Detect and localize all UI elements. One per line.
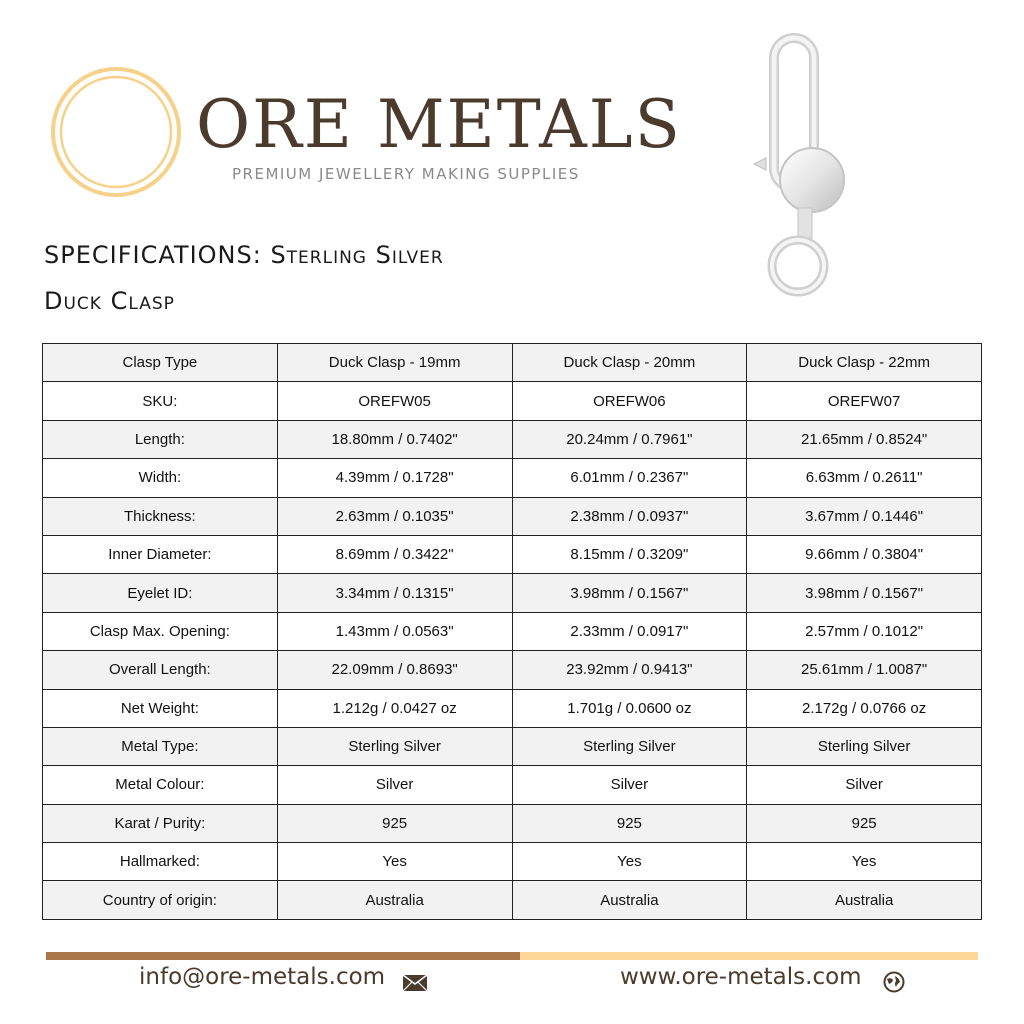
table-row bbox=[43, 344, 982, 382]
value-cell: Sterling Silver bbox=[277, 727, 512, 765]
page-title bbox=[44, 232, 444, 324]
logo-ring bbox=[50, 66, 182, 198]
footer-email-link[interactable]: info@ore-metals.com bbox=[139, 964, 386, 990]
row-label-cell: Length: bbox=[43, 420, 278, 458]
row-label-cell: Metal Colour: bbox=[43, 766, 278, 804]
brand-name: ORE METALS bbox=[196, 86, 682, 163]
table-row bbox=[43, 651, 982, 689]
table-row bbox=[43, 497, 982, 535]
row-label-cell: Clasp Max. Opening: bbox=[43, 612, 278, 650]
value-cell: Australia bbox=[747, 881, 982, 919]
value-cell: Silver bbox=[747, 766, 982, 804]
value-cell: Australia bbox=[512, 881, 747, 919]
table-row bbox=[43, 535, 982, 573]
value-cell: Duck Clasp - 19mm bbox=[277, 344, 512, 382]
value-cell: 925 bbox=[512, 804, 747, 842]
value-cell: 9.66mm / 0.3804" bbox=[747, 535, 982, 573]
table-row bbox=[43, 881, 982, 919]
value-cell: 2.172g / 0.0766 oz bbox=[747, 689, 982, 727]
row-label-cell: Overall Length: bbox=[43, 651, 278, 689]
table-row bbox=[43, 689, 982, 727]
value-cell: 2.57mm / 0.1012" bbox=[747, 612, 982, 650]
value-cell: 1.212g / 0.0427 oz bbox=[277, 689, 512, 727]
value-cell: Duck Clasp - 22mm bbox=[747, 344, 982, 382]
title-lead: SPECIFICATIONS: bbox=[44, 241, 271, 269]
value-cell: 2.33mm / 0.0917" bbox=[512, 612, 747, 650]
value-cell: Sterling Silver bbox=[747, 727, 982, 765]
row-label-cell: Eyelet ID: bbox=[43, 574, 278, 612]
value-cell: 3.98mm / 0.1567" bbox=[747, 574, 982, 612]
row-label-cell: Karat / Purity: bbox=[43, 804, 278, 842]
value-cell: 22.09mm / 0.8693" bbox=[277, 651, 512, 689]
table-row bbox=[43, 766, 982, 804]
table-row bbox=[43, 420, 982, 458]
value-cell: Silver bbox=[512, 766, 747, 804]
footer-bar-gold bbox=[520, 952, 978, 960]
specifications-table bbox=[42, 343, 982, 920]
value-cell: 2.63mm / 0.1035" bbox=[277, 497, 512, 535]
footer-website-link[interactable]: www.ore-metals.com bbox=[620, 964, 862, 990]
value-cell: 3.98mm / 0.1567" bbox=[512, 574, 747, 612]
value-cell: Yes bbox=[512, 843, 747, 881]
row-label-cell: Net Weight: bbox=[43, 689, 278, 727]
value-cell: 3.34mm / 0.1315" bbox=[277, 574, 512, 612]
value-cell: Yes bbox=[747, 843, 982, 881]
value-cell: 1.701g / 0.0600 oz bbox=[512, 689, 747, 727]
value-cell: 2.38mm / 0.0937" bbox=[512, 497, 747, 535]
clasp-product-image bbox=[736, 30, 856, 302]
value-cell: 4.39mm / 0.1728" bbox=[277, 459, 512, 497]
value-cell: 925 bbox=[277, 804, 512, 842]
table-row bbox=[43, 382, 982, 420]
row-label-cell: Inner Diameter: bbox=[43, 535, 278, 573]
globe-icon bbox=[883, 971, 905, 993]
value-cell: 8.15mm / 0.3209" bbox=[512, 535, 747, 573]
value-cell: 20.24mm / 0.7961" bbox=[512, 420, 747, 458]
value-cell: Duck Clasp - 20mm bbox=[512, 344, 747, 382]
table-row bbox=[43, 804, 982, 842]
row-label-cell: SKU: bbox=[43, 382, 278, 420]
row-label-cell: Metal Type: bbox=[43, 727, 278, 765]
table-row bbox=[43, 612, 982, 650]
table-row bbox=[43, 843, 982, 881]
row-label-cell: Country of origin: bbox=[43, 881, 278, 919]
specifications-table-body bbox=[43, 344, 982, 920]
value-cell: 3.67mm / 0.1446" bbox=[747, 497, 982, 535]
value-cell: 925 bbox=[747, 804, 982, 842]
title-line1: Sterling Silver bbox=[270, 241, 444, 269]
value-cell: Silver bbox=[277, 766, 512, 804]
value-cell: 21.65mm / 0.8524" bbox=[747, 420, 982, 458]
row-label-cell: Width: bbox=[43, 459, 278, 497]
value-cell: Sterling Silver bbox=[512, 727, 747, 765]
value-cell: 8.69mm / 0.3422" bbox=[277, 535, 512, 573]
value-cell: OREFW05 bbox=[277, 382, 512, 420]
envelope-icon bbox=[402, 974, 428, 992]
value-cell: 6.01mm / 0.2367" bbox=[512, 459, 747, 497]
title-line2: Duck Clasp bbox=[44, 287, 175, 315]
table-row bbox=[43, 574, 982, 612]
value-cell: 18.80mm / 0.7402" bbox=[277, 420, 512, 458]
brand-tagline: PREMIUM JEWELLERY MAKING SUPPLIES bbox=[232, 165, 580, 183]
value-cell: Australia bbox=[277, 881, 512, 919]
footer-bar-brown bbox=[46, 952, 520, 960]
table-row bbox=[43, 727, 982, 765]
value-cell: Yes bbox=[277, 843, 512, 881]
row-label-cell: Clasp Type bbox=[43, 344, 278, 382]
value-cell: 25.61mm / 1.0087" bbox=[747, 651, 982, 689]
value-cell: 6.63mm / 0.2611" bbox=[747, 459, 982, 497]
row-label-cell: Thickness: bbox=[43, 497, 278, 535]
row-label-cell: Hallmarked: bbox=[43, 843, 278, 881]
value-cell: 23.92mm / 0.9413" bbox=[512, 651, 747, 689]
value-cell: 1.43mm / 0.0563" bbox=[277, 612, 512, 650]
table-row bbox=[43, 459, 982, 497]
value-cell: OREFW07 bbox=[747, 382, 982, 420]
value-cell: OREFW06 bbox=[512, 382, 747, 420]
